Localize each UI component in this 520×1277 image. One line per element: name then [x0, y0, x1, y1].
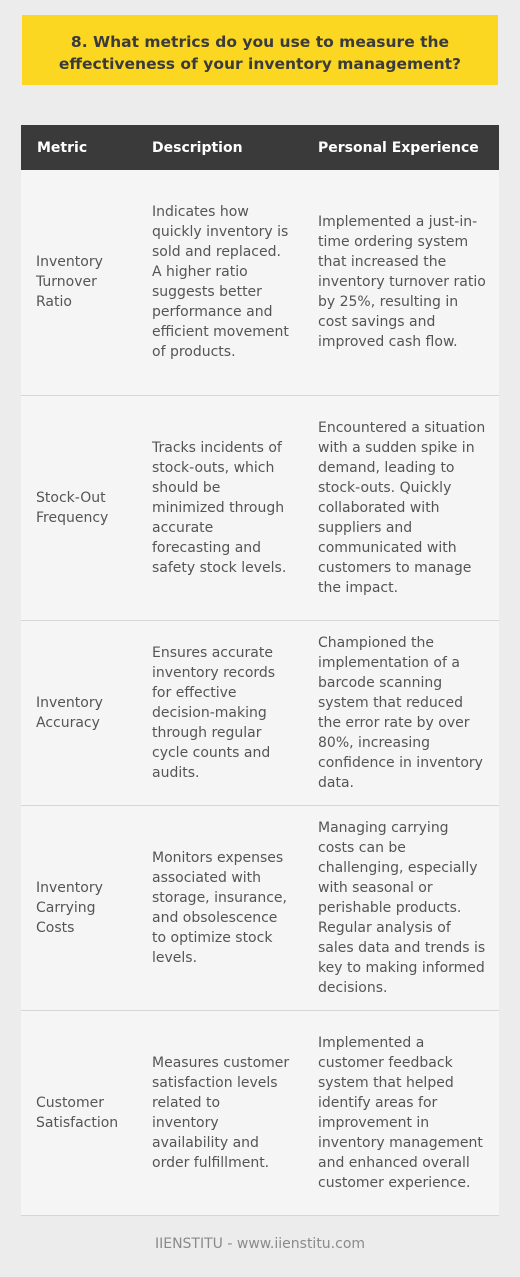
table-row — [21, 395, 499, 620]
metrics-table — [21, 125, 499, 1216]
header-description: Description — [137, 125, 303, 170]
experience-cell: Managing carrying costs can be challenging, especially with seasonal or perishable products. Regular analysis of sales data and trends is key to making informed decisions. — [303, 805, 499, 1010]
metric-cell: Inventory Turnover Ratio — [21, 170, 137, 395]
table-row — [21, 620, 499, 805]
description-cell: Tracks incidents of stock-outs, which should be minimized through accurate forecasting and safety stock levels. — [137, 395, 303, 620]
metric-cell: Inventory Carrying Costs — [21, 805, 137, 1010]
footer-credit: IIENSTITU - www.iienstitu.com — [154, 1236, 366, 1252]
experience-cell: Championed the implementation of a barcode scanning system that reduced the error rate by over 80%, increasing confidence in inventory data. — [303, 620, 499, 805]
experience-cell: Encountered a situation with a sudden spike in demand, leading to stock-outs. Quickly collaborated with suppliers and communicated with customers to manage the impact. — [303, 395, 499, 620]
table-header-row — [21, 125, 499, 170]
title-banner — [22, 15, 498, 85]
description-cell: Measures customer satisfaction levels related to inventory availability and order fulfillment. — [137, 1010, 303, 1215]
table-row — [21, 1010, 499, 1215]
header-personal-experience: Personal Experience — [303, 125, 499, 170]
description-cell: Ensures accurate inventory records for effective decision-making through regular cycle counts and audits. — [137, 620, 303, 805]
table-row — [21, 805, 499, 1010]
table-row — [21, 170, 499, 395]
metric-cell: Customer Satisfaction — [21, 1010, 137, 1215]
experience-cell: Implemented a just-in-time ordering system that increased the inventory turnover ratio by 25%, resulting in cost savings and improved cash flow. — [303, 170, 499, 395]
description-cell: Monitors expenses associated with storage, insurance, and obsolescence to optimize stock levels. — [137, 805, 303, 1010]
metric-cell: Stock-Out Frequency — [21, 395, 137, 620]
header-metric: Metric — [21, 125, 137, 170]
page-title: 8. What metrics do you use to measure the effectiveness of your inventory management? — [58, 33, 462, 73]
description-cell: Indicates how quickly inventory is sold and replaced. A higher ratio suggests better performance and efficient movement of products. — [137, 170, 303, 395]
metric-cell: Inventory Accuracy — [21, 620, 137, 805]
experience-cell: Implemented a customer feedback system that helped identify areas for improvement in inventory management and enhanced overall customer experience. — [303, 1010, 499, 1215]
